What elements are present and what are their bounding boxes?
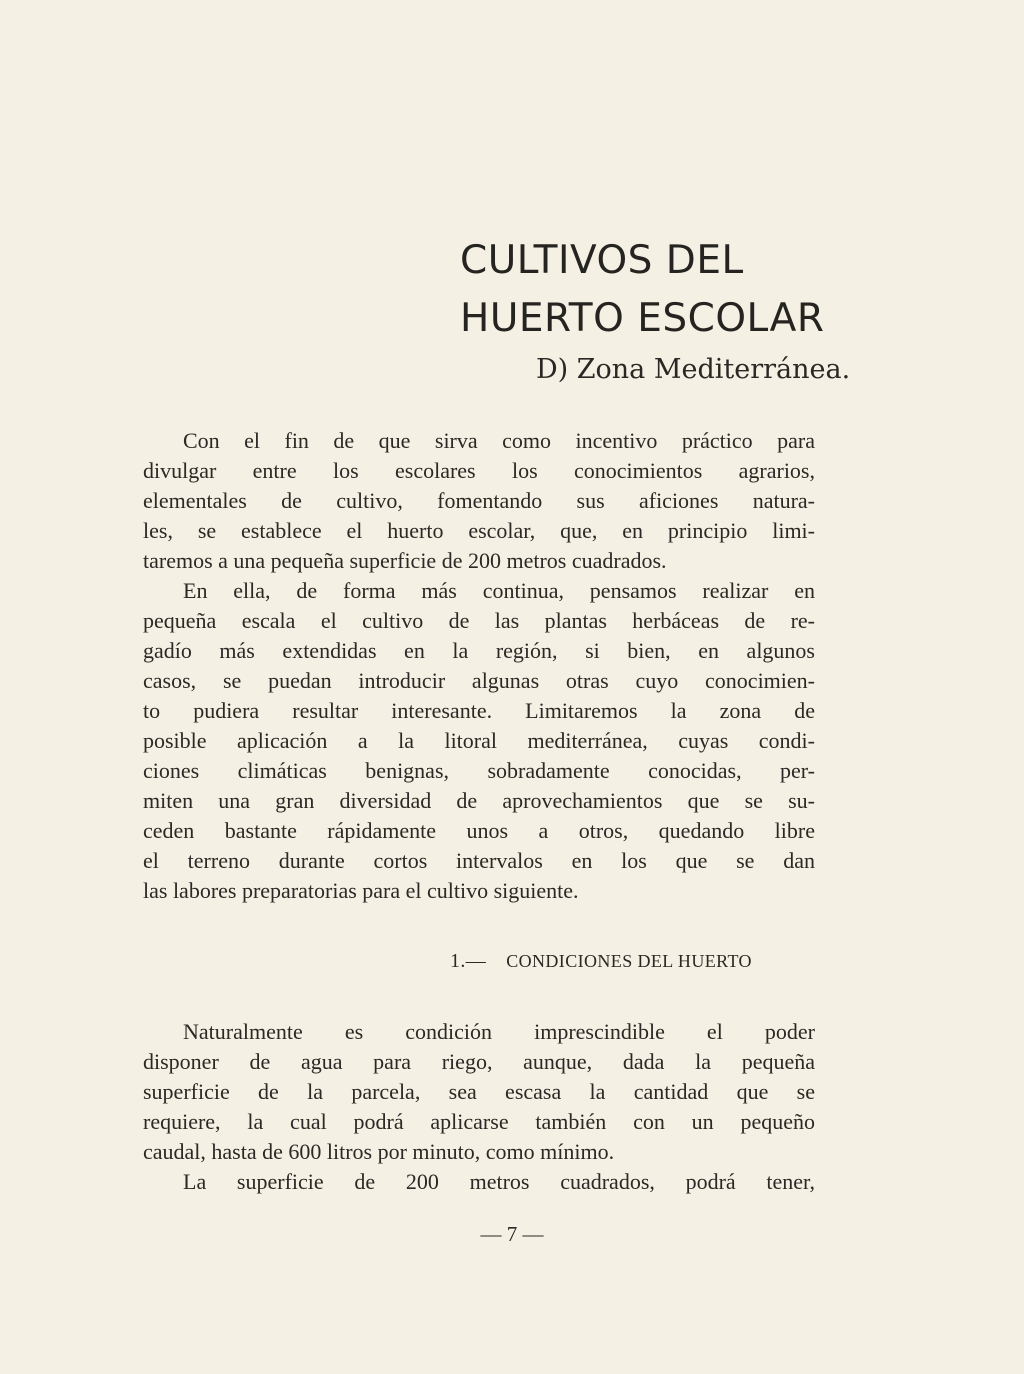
title-line-1: CULTIVOS DEL — [460, 238, 744, 283]
text-line: En ella, de forma más continua, pensamos realizar en — [183, 578, 815, 603]
section-number: 1.— — [450, 950, 487, 972]
text-line: les, se establece el huerto escolar, que, en principio limi- — [143, 518, 815, 543]
paragraph-2 — [143, 1017, 815, 1197]
text-line: taremos a una pequeña superficie de 200 metros cuadrados. — [143, 548, 667, 573]
text-line: La superficie de 200 metros cuadrados, podrá tener, — [183, 1169, 815, 1194]
text-line: divulgar entre los escolares los conocimientos agrarios, — [143, 458, 815, 483]
text-line: gadío más extendidas en la región, si bien, en algunos — [143, 638, 815, 663]
text-line: posible aplicación a la litoral mediterránea, cuyas condi- — [143, 728, 815, 753]
text-line: casos, se puedan introducir algunas otras cuyo conocimien- — [143, 668, 815, 693]
page-number: — 7 — — [480, 1222, 544, 1246]
text-line: superficie de la parcela, sea escasa la cantidad que se — [143, 1079, 815, 1104]
subtitle: D) Zona Mediterránea. — [536, 354, 851, 385]
section-heading — [450, 950, 752, 973]
text-line: pequeña escala el cultivo de las plantas herbáceas de re- — [143, 608, 815, 633]
title-line-2: HUERTO ESCOLAR — [460, 296, 825, 341]
text-line: Naturalmente es condición imprescindible el poder — [183, 1019, 815, 1044]
text-line: caudal, hasta de 600 litros por minuto, como mínimo. — [143, 1139, 615, 1164]
text-line: requiere, la cual podrá aplicarse también con un pequeño — [143, 1109, 815, 1134]
text-line: elementales de cultivo, fomentando sus aficiones natura- — [143, 488, 815, 513]
text-line: to pudiera resultar interesante. Limitaremos la zona de — [143, 698, 815, 723]
text-line: el terreno durante cortos intervalos en los que se dan — [143, 848, 815, 873]
section-title: CONDICIONES DEL HUERTO — [506, 951, 752, 971]
text-line: las labores preparatorias para el cultivo siguiente. — [143, 878, 579, 903]
text-line: disponer de agua para riego, aunque, dada la pequeña — [143, 1049, 815, 1074]
text-line: miten una gran diversidad de aprovechamientos que se su- — [143, 788, 815, 813]
paragraph-1 — [143, 426, 815, 906]
text-line: ciones climáticas benignas, sobradamente conocidas, per- — [143, 758, 815, 783]
text-line: ceden bastante rápidamente unos a otros, quedando libre — [143, 818, 815, 843]
text-line: Con el fin de que sirva como incentivo práctico para — [183, 428, 815, 453]
